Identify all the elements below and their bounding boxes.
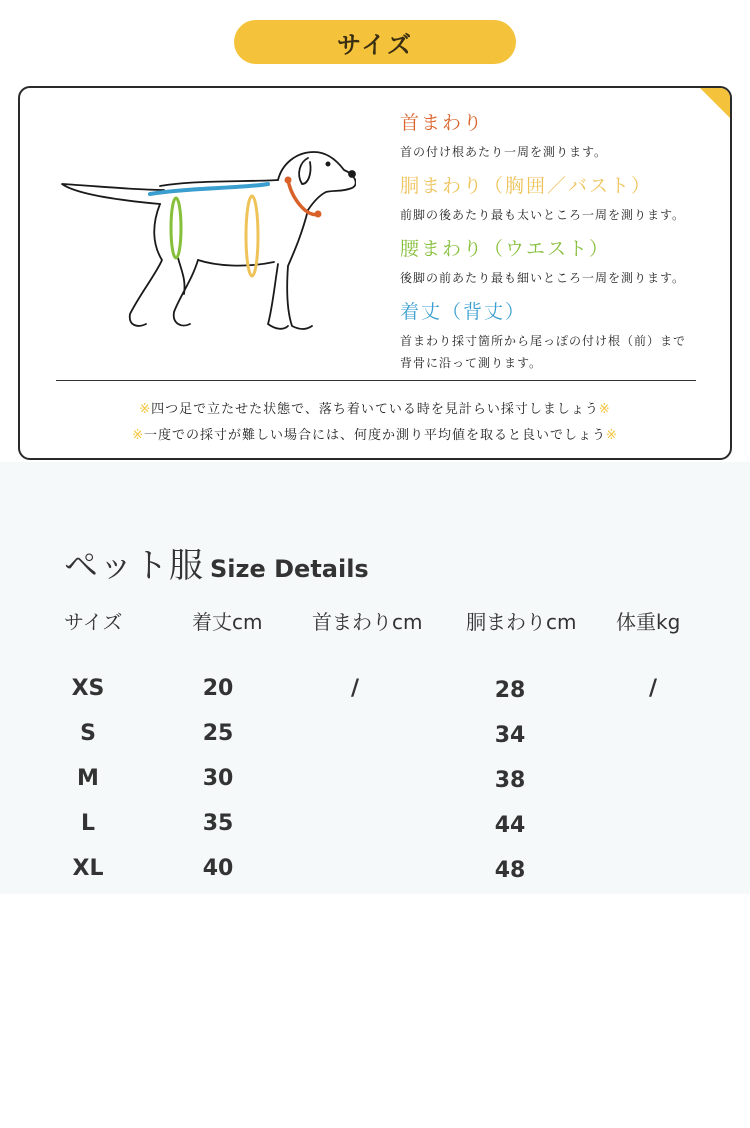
cell-weight: /: [648, 676, 658, 701]
note-average-text: 一度での採寸が難しい場合には、何度か測り平均値を取ると良いでしょう: [143, 428, 606, 443]
header-neck: 首まわりcm: [312, 610, 423, 634]
title-english: Size Details: [210, 555, 369, 583]
size-banner: [234, 20, 516, 64]
divider: [56, 380, 696, 381]
star-mark: ※: [139, 402, 152, 417]
header-size: サイズ: [64, 610, 123, 634]
neck-description: 首の付け根あたり一周を測ります。: [400, 145, 608, 159]
waist-description: 後脚の前あたり最も細いところ一周を測ります。: [400, 271, 686, 285]
size-banner-title: サイズ: [336, 30, 414, 59]
header-chest: 胴まわりcm: [466, 610, 577, 634]
measurement-instructions: [400, 108, 720, 382]
cell-chest: 28: [494, 678, 526, 703]
cell-chest: 44: [494, 813, 526, 838]
cell-chest: 34: [494, 723, 526, 748]
note-average: [20, 424, 730, 443]
cell-length: 25: [202, 721, 234, 746]
dog-measurement-illustration: [56, 144, 356, 344]
size-details-section: [0, 462, 750, 894]
cell-size: L: [80, 811, 96, 836]
cell-length: 35: [202, 811, 234, 836]
back-length-description-2: 背骨に沿って測ります。: [400, 356, 543, 370]
star-mark: ※: [132, 428, 144, 443]
neck-heading: 首まわり: [400, 112, 485, 134]
header-weight: 体重kg: [616, 610, 681, 634]
title-japanese: ペット服: [64, 546, 204, 586]
measurement-guide-card: [18, 86, 732, 460]
cell-size: XS: [71, 676, 105, 701]
note-standing: [20, 398, 730, 417]
size-details-title: [64, 538, 369, 587]
cell-chest: 48: [494, 858, 526, 883]
note-standing-text: 四つ足で立たせた状態で、落ち着いている時を見計らい採寸しましょう: [151, 402, 599, 417]
cell-size: XL: [72, 856, 104, 881]
star-mark: ※: [606, 428, 618, 443]
cell-length: 40: [202, 856, 234, 881]
cell-chest: 38: [494, 768, 526, 793]
chest-description: 前脚の後あたり最も太いところ一周を測ります。: [400, 208, 686, 222]
cell-length: 30: [202, 766, 234, 791]
cell-length: 20: [202, 676, 234, 701]
cell-size: M: [77, 766, 99, 791]
back-length-heading: 着丈（背丈）: [400, 301, 527, 323]
back-length-description-1: 首まわり採寸箇所から尾っぽの付け根（前）まで: [400, 334, 687, 348]
waist-heading: 腰まわり（ウエスト）: [400, 238, 611, 260]
star-mark: ※: [598, 402, 611, 417]
header-length: 着丈cm: [192, 610, 263, 634]
chest-heading: 胴まわり（胸囲／バスト）: [400, 175, 653, 197]
cell-neck: /: [350, 676, 360, 701]
cell-size: S: [80, 721, 96, 746]
